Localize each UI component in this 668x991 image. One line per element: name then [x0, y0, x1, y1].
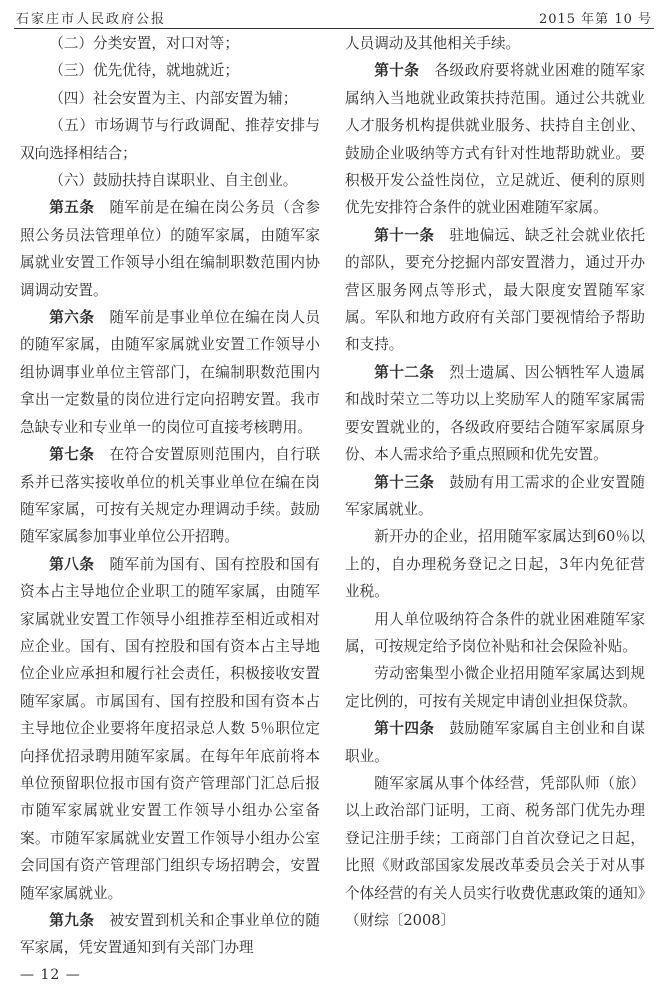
paragraph — [20, 551, 320, 907]
paragraph-text: 鼓励有用工需求的企业安置随军家属就业。 — [345, 473, 645, 518]
paragraph — [20, 30, 320, 57]
paragraph — [20, 907, 320, 962]
paragraph — [345, 660, 645, 715]
paragraph — [345, 770, 645, 934]
paragraph-text: （三）优先优待，就地就近； — [49, 62, 239, 80]
paragraph-text: 随军前是事业单位在编在岗人员的随军家属，由随军家属就业安置工作领导小组协调事业单位主管部门，在编制职数范围内拿出一定数量的岗位进行定向招聘安置。我市急缺专业和专业单一的岗位可直接考核聘用。 — [20, 309, 320, 436]
paragraph — [345, 57, 645, 221]
paragraph-text: 驻地偏远、缺乏社会就业依托的部队，要充分挖掘内部安置潜力，通过开办营区服务网点等形式，最大限度安置随军家属。军队和地方政府有关部门要视情给予帮助和支持。 — [345, 226, 645, 354]
publication-title: 石家庄市人民政府公报 — [16, 12, 167, 27]
paragraph-text: 随军前是在编在岗公务员（含参照公务员法管理单位）的随军家属，由随军家属就业安置工作领导小组在编制职数范围内协调调动安置。 — [20, 199, 320, 299]
article-number: 第五条 — [49, 199, 95, 217]
paragraph-text: （四）社会安置为主、内部安置为辅； — [49, 89, 298, 107]
paragraph-text: 在符合安置原则范围内，自行联系并已落实接收单位的机关事业单位在编在岗随军家属，可按有关规定办理调动手续。鼓励随军家属参加事业单位公开招聘。 — [20, 446, 320, 546]
paragraph-text: （二）分类安置，对口对等； — [49, 35, 239, 52]
article-number: 第八条 — [49, 555, 95, 573]
right-column — [345, 30, 645, 934]
paragraph-text: 人员调动及其他相关手续。 — [345, 35, 521, 52]
paragraph — [345, 523, 645, 605]
article-number: 第十四条 — [374, 720, 435, 738]
article-number: 第十一条 — [374, 226, 435, 244]
paragraph — [345, 222, 645, 359]
paragraph-text: 各级政府要将就业困难的随军家属纳入当地就业政策扶持范围。通过公共就业人才服务机构提供就业服务、扶持自主创业、鼓励企业吸纳等方式有针对性地帮助就业。要积极开发公益性岗位，立足就近、便利的原则优先安排符合条件的就业困难随军家属。 — [345, 62, 645, 217]
article-number: 第十二条 — [374, 363, 435, 381]
paragraph-text: （六）鼓励扶持自谋职业、自主创业。 — [49, 172, 298, 190]
paragraph — [345, 606, 645, 661]
page-header — [14, 6, 654, 29]
article-number: 第七条 — [49, 446, 95, 464]
article-number: 第六条 — [49, 309, 95, 327]
paragraph — [345, 30, 645, 57]
paragraph-text: 随军家属从事个体经营，凭部队师（旅）以上政治部门证明，工商、税务部门优先办理登记注册手续；工商部门自首次登记之日起，比照《财政部国家发展改革委员会关于对从事个体经营的有关人员实行收费优惠政策的通知》（财综〔2008〕 — [345, 774, 645, 929]
paragraph-text: 新开办的企业，招用随军家属达到60％以上的，自办理税务登记之日起，3年内免征营业税。 — [345, 528, 645, 601]
paragraph — [20, 304, 320, 441]
paragraph-text: 用人单位吸纳符合条件的就业困难随军家属，可按规定给予岗位补贴和社会保险补贴。 — [345, 610, 645, 655]
paragraph-text: 烈士遗属、因公牺牲军人遗属和战时荣立二等功以上奖励军人的随军家属需要安置就业的，各级政府要结合随军家属原身份、本人需求给予重点照顾和优先安置。 — [345, 363, 645, 464]
paragraph — [20, 57, 320, 84]
article-number: 第九条 — [49, 912, 95, 929]
paragraph-text: 鼓励随军家属自主创业和自谋职业。 — [345, 720, 645, 765]
left-column — [20, 30, 320, 962]
paragraph-text: 被安置到机关和企事业单位的随军家属，凭安置通知到有关部门办理 — [20, 912, 320, 957]
paragraph — [345, 715, 645, 770]
paragraph-text: 劳动密集型小微企业招用随军家属达到规定比例的，可按有关规定申请创业担保贷款。 — [345, 665, 645, 710]
paragraph — [20, 194, 320, 304]
article-number: 第十三条 — [374, 473, 435, 491]
page-number: — 12 — — [20, 967, 81, 983]
paragraph-text: （五）市场调节与行政调配、推荐安排与双向选择相结合； — [20, 117, 320, 162]
article-number: 第十条 — [374, 62, 420, 80]
issue-number: 2015 年第 10 号 — [538, 12, 652, 27]
paragraph — [20, 112, 320, 167]
paragraph — [20, 167, 320, 194]
paragraph — [20, 441, 320, 551]
paragraph — [345, 359, 645, 469]
paragraph — [345, 469, 645, 524]
paragraph-text: 随军前为国有、国有控股和国有资本占主导地位企业职工的随军家属，由随军家属就业安置工作领导小组推荐至相近或相对应企业。国有、国有控股和国有资本占主导地位企业应承担和履行社会责任，积极接收安置随军家属。市属国有、国有控股和国有资本占主导地位企业要将年度招录总人数 5％职位定向择优招录聘用随军家属。在每年年底前将本单位预留职位报市国有资产管理部门汇总后报市随军家属就业安置工作领导小组办公室备案。市随军家属就业安置工作领导小组办公室会同国有资产管理部门组织专场招聘会，安置随军家属就业。 — [20, 555, 320, 902]
paragraph — [20, 85, 320, 112]
